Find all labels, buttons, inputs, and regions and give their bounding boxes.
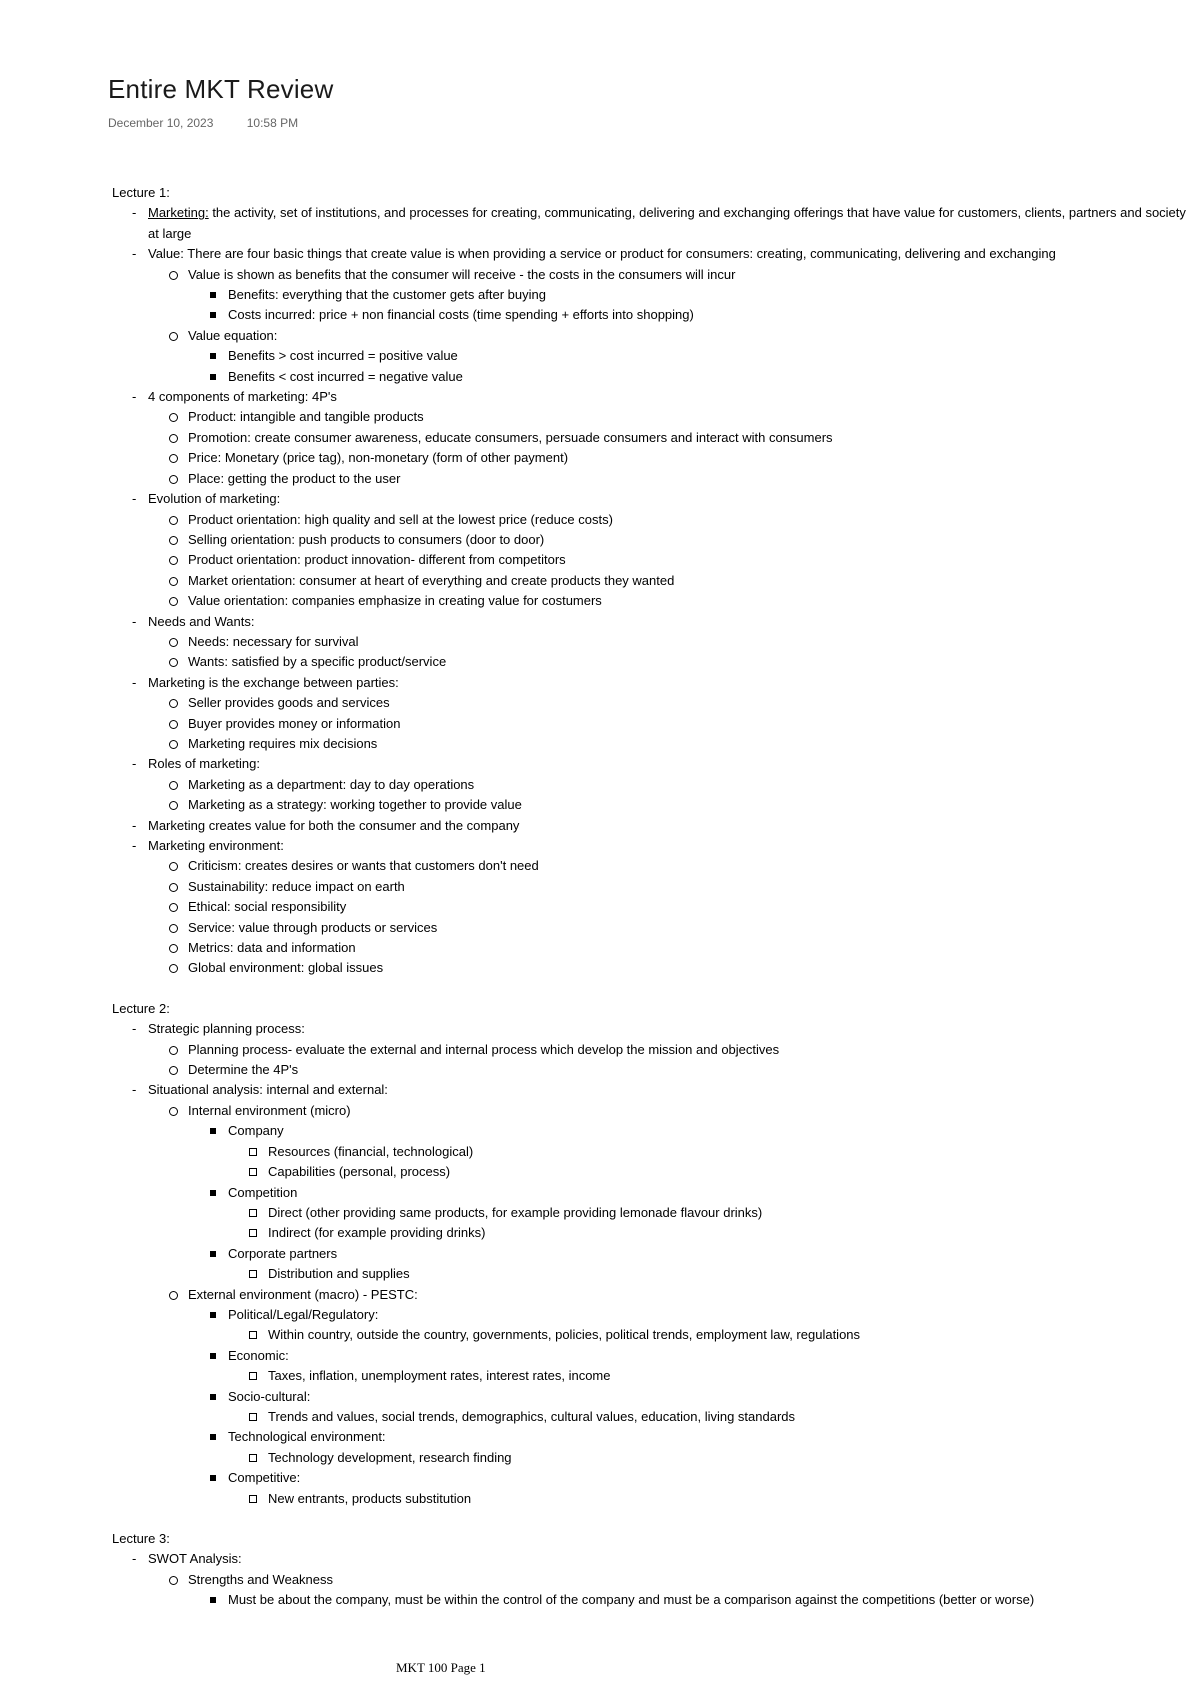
item-text: Technological environment: [228, 1429, 386, 1445]
sublist-container [112, 265, 1190, 387]
outline-level-4 [112, 1325, 1190, 1345]
item-text: Corporate partners [228, 1245, 338, 1261]
sublist-container [112, 1366, 1190, 1386]
item-text: Marketing requires mix decisions [188, 735, 378, 751]
item-text: Must be about the company, must be within the control of the company and must be a comparison against the competitions (better or worse) [228, 1592, 1035, 1608]
outline-level-2 [112, 775, 1190, 816]
outline-level-1 [112, 203, 1190, 978]
hollow-circle-bullet-icon [169, 862, 178, 871]
hollow-square-bullet-icon [249, 1413, 257, 1421]
sublist-container [112, 1489, 1190, 1509]
hollow-circle-bullet-icon [169, 271, 178, 280]
note-date: December 10, 2023 [108, 116, 214, 130]
outline-level-1 [112, 1019, 1190, 1509]
outline-level-3 [112, 1590, 1190, 1610]
dash-bullet-icon: - [132, 1082, 137, 1098]
outline-level-4 [112, 1407, 1190, 1427]
item-text: Company [228, 1123, 284, 1139]
sublist-container [112, 775, 1190, 816]
hollow-circle-bullet-icon [169, 434, 178, 443]
outline-level-3 [112, 1305, 1190, 1509]
filled-square-bullet-icon [210, 1434, 216, 1440]
list-item [112, 1407, 1190, 1427]
filled-square-bullet-icon [210, 374, 216, 380]
item-text: Determine the 4P's [188, 1062, 299, 1078]
list-item [112, 754, 1190, 774]
list-item [112, 489, 1190, 509]
list-item [112, 1264, 1190, 1284]
filled-square-bullet-icon [210, 1394, 216, 1400]
hollow-circle-bullet-icon [169, 801, 178, 810]
hollow-square-bullet-icon [249, 1148, 257, 1156]
item-text: Product orientation: high quality and sell at the lowest price (reduce costs) [188, 511, 613, 527]
item-text: Promotion: create consumer awareness, educate consumers, persuade consumers and interact with consumers [188, 429, 833, 445]
outline-level-2 [112, 856, 1190, 978]
dash-bullet-icon: - [132, 838, 137, 853]
item-text: the activity, set of institutions, and processes for creating, communicating, delivering and exchanging offerings that have value for customers, clients, partners and society at large [148, 205, 1186, 241]
list-item [112, 1040, 1190, 1060]
list-item [112, 1325, 1190, 1345]
hollow-circle-bullet-icon [169, 903, 178, 912]
list-item [112, 1080, 1190, 1100]
sublist-container [112, 1040, 1190, 1081]
list-item [112, 1203, 1190, 1223]
item-text: Wants: satisfied by a specific product/service [188, 654, 447, 670]
hollow-circle-bullet-icon [169, 556, 178, 565]
list-item [112, 877, 1190, 897]
lecture-heading: Lecture 2: [112, 1000, 170, 1016]
item-text: Marketing environment: [148, 838, 284, 853]
list-item [112, 1285, 1190, 1305]
list-item [112, 734, 1190, 754]
item-text: Political/Legal/Regulatory: [228, 1306, 379, 1322]
item-text: Criticism: creates desires or wants that customers don't need [188, 858, 539, 874]
list-item [112, 550, 1190, 570]
hollow-square-bullet-icon [249, 1270, 257, 1278]
filled-square-bullet-icon [210, 1251, 216, 1257]
filled-square-bullet-icon [210, 292, 216, 298]
list-item [112, 203, 1190, 244]
item-text: Metrics: data and information [188, 940, 356, 956]
hollow-circle-bullet-icon [169, 413, 178, 422]
hollow-circle-bullet-icon [169, 1046, 178, 1055]
dash-bullet-icon: - [132, 1551, 137, 1567]
list-item [112, 836, 1190, 856]
item-text: Evolution of marketing: [148, 491, 281, 507]
hollow-circle-bullet-icon [169, 454, 178, 463]
item-text: Benefits: everything that the customer gets after buying [228, 287, 546, 303]
hollow-circle-bullet-icon [169, 1107, 178, 1116]
list-item [112, 326, 1190, 346]
outline-level-2 [112, 407, 1190, 489]
hollow-square-bullet-icon [249, 1454, 257, 1462]
item-text: External environment (macro) - PESTC: [188, 1286, 418, 1302]
hollow-square-bullet-icon [249, 1331, 257, 1339]
item-text: Capabilities (personal, process) [268, 1164, 451, 1180]
list-item [112, 693, 1190, 713]
list-item [112, 1387, 1190, 1407]
outline-level-4 [112, 1142, 1190, 1183]
item-text: Sustainability: reduce impact on earth [188, 878, 405, 894]
dash-bullet-icon: - [132, 817, 137, 833]
page-footer: MKT 100 Page 1 [396, 1660, 486, 1675]
filled-square-bullet-icon [210, 1597, 216, 1603]
list-item [112, 714, 1190, 734]
list-item [112, 1570, 1190, 1590]
list-item [112, 244, 1190, 264]
sublist-container [112, 1570, 1190, 1611]
dash-bullet-icon: - [132, 389, 137, 405]
item-text: Technology development, research finding [268, 1449, 512, 1465]
filled-square-bullet-icon [210, 1128, 216, 1134]
list-item [112, 1346, 1190, 1366]
outline-level-3 [112, 346, 1190, 387]
list-item [112, 775, 1190, 795]
item-text: SWOT Analysis: [148, 1551, 242, 1567]
hollow-circle-bullet-icon [169, 924, 178, 933]
item-text: Economic: [228, 1347, 289, 1363]
list-item [112, 612, 1190, 632]
sublist-container [112, 1407, 1190, 1427]
hollow-circle-bullet-icon [169, 516, 178, 525]
list-item [112, 265, 1190, 285]
dash-bullet-icon: - [132, 613, 137, 629]
sublist-container [112, 1325, 1190, 1345]
hollow-circle-bullet-icon [169, 577, 178, 586]
hollow-square-bullet-icon [249, 1229, 257, 1237]
list-item [112, 1305, 1190, 1325]
hollow-circle-bullet-icon [169, 1576, 178, 1585]
item-text: Value is shown as benefits that the consumer will receive - the costs in the consumers will incur [188, 266, 736, 282]
list-item [112, 285, 1190, 305]
hollow-circle-bullet-icon [169, 720, 178, 729]
dash-bullet-icon: - [132, 205, 137, 221]
item-text: Within country, outside the country, governments, policies, political trends, employment law, regulations [268, 1327, 861, 1343]
outline-level-4 [112, 1448, 1190, 1468]
hollow-square-bullet-icon [249, 1209, 257, 1217]
hollow-circle-bullet-icon [169, 944, 178, 953]
item-text: Planning process- evaluate the external and internal process which develop the mission and objectives [188, 1041, 780, 1057]
item-text: Trends and values, social trends, demographics, cultural values, education, living standards [268, 1408, 796, 1424]
item-text: Situational analysis: internal and external: [148, 1082, 388, 1098]
item-text: Roles of marketing: [148, 756, 260, 772]
item-text: Socio-cultural: [228, 1388, 311, 1404]
item-text: Global environment: global issues [188, 960, 384, 976]
list-item [112, 1549, 1190, 1569]
list-item [112, 1448, 1190, 1468]
item-text: Competition [228, 1184, 298, 1200]
item-text: Selling orientation: push products to consumers (door to door) [188, 531, 545, 547]
hollow-circle-bullet-icon [169, 332, 178, 341]
item-text: Marketing as a department: day to day operations [188, 776, 475, 792]
item-text: Benefits > cost incurred = positive value [228, 348, 458, 364]
list-item [112, 1183, 1190, 1203]
list-item [112, 1162, 1190, 1182]
list-item [112, 469, 1190, 489]
list-item [112, 1468, 1190, 1488]
item-text: Marketing is the exchange between parties: [148, 674, 399, 690]
sublist-container [112, 346, 1190, 387]
item-text: Competitive: [228, 1470, 301, 1486]
hollow-circle-bullet-icon [169, 638, 178, 647]
outline-level-4 [112, 1264, 1190, 1284]
outline-level-2 [112, 1101, 1190, 1509]
list-item [112, 1223, 1190, 1243]
outline-level-2 [112, 265, 1190, 387]
outline-level-3 [112, 285, 1190, 326]
list-item [112, 1244, 1190, 1264]
item-text: Costs incurred: price + non financial costs (time spending + efforts into shopping) [228, 307, 694, 323]
filled-square-bullet-icon [210, 1312, 216, 1318]
hollow-square-bullet-icon [249, 1495, 257, 1503]
list-item [112, 938, 1190, 958]
item-text: Buyer provides money or information [188, 715, 401, 731]
lecture-section [112, 999, 1190, 1509]
item-text: Marketing creates value for both the consumer and the company [148, 817, 520, 833]
outline-level-4 [112, 1366, 1190, 1386]
sublist-container [112, 1590, 1190, 1610]
filled-square-bullet-icon [210, 353, 216, 359]
item-text: Value: There are four basic things that create value is when providing a service or product for consumers: creating, communicating, delivering and exchanging [148, 246, 1056, 262]
list-item [112, 407, 1190, 427]
note-time: 10:58 PM [246, 116, 299, 130]
item-text: Resources (financial, technological) [268, 1143, 474, 1159]
list-item [112, 856, 1190, 876]
list-item [112, 367, 1190, 387]
list-item [112, 530, 1190, 550]
item-text: Benefits < cost incurred = negative value [228, 368, 463, 384]
hollow-square-bullet-icon [249, 1168, 257, 1176]
hollow-circle-bullet-icon [169, 964, 178, 973]
sublist-container [112, 693, 1190, 754]
list-item [112, 1366, 1190, 1386]
lecture-section [112, 183, 1190, 979]
outline-level-4 [112, 1203, 1190, 1244]
item-text: Product orientation: product innovation- different from competitors [188, 552, 566, 568]
dash-bullet-icon: - [132, 246, 137, 262]
list-item [112, 673, 1190, 693]
list-item [112, 1121, 1190, 1141]
hollow-circle-bullet-icon [169, 740, 178, 749]
list-item [112, 428, 1190, 448]
list-item [112, 1489, 1190, 1509]
list-item [112, 346, 1190, 366]
item-text: Price: Monetary (price tag), non-monetary (form of other payment) [188, 450, 569, 466]
list-item [112, 897, 1190, 917]
dash-bullet-icon: - [132, 756, 137, 772]
dash-bullet-icon: - [132, 1021, 137, 1037]
page-title: Entire MKT Review [108, 74, 334, 104]
sublist-container [112, 1142, 1190, 1183]
list-item [112, 958, 1190, 978]
list-item [112, 591, 1190, 611]
item-text: Indirect (for example providing drinks) [268, 1225, 486, 1241]
list-item [112, 571, 1190, 591]
hollow-circle-bullet-icon [169, 475, 178, 484]
defined-term: Marketing: [148, 205, 209, 221]
dash-bullet-icon: - [132, 491, 137, 507]
item-text: Needs: necessary for survival [188, 633, 359, 649]
hollow-circle-bullet-icon [169, 597, 178, 606]
sublist-container [112, 856, 1190, 978]
hollow-circle-bullet-icon [169, 1291, 178, 1300]
lecture-section [112, 1529, 1190, 1611]
item-text: Direct (other providing same products, for example providing lemonade flavour drinks) [268, 1204, 763, 1220]
outline-level-1 [112, 1549, 1190, 1610]
outline-level-2 [112, 693, 1190, 754]
item-text: Taxes, inflation, unemployment rates, interest rates, income [268, 1368, 611, 1384]
list-item [112, 918, 1190, 938]
sublist-container [112, 407, 1190, 489]
list-item [112, 652, 1190, 672]
hollow-circle-bullet-icon [169, 883, 178, 892]
item-text: Product: intangible and tangible products [188, 409, 424, 425]
item-text: Ethical: social responsibility [188, 899, 347, 915]
hollow-circle-bullet-icon [169, 658, 178, 667]
sublist-container [112, 632, 1190, 673]
list-item [112, 632, 1190, 652]
list-item [112, 1590, 1190, 1610]
item-text: 4 components of marketing: 4P's [148, 389, 337, 405]
list-item [112, 305, 1190, 325]
item-text: Strengths and Weakness [188, 1571, 334, 1587]
filled-square-bullet-icon [210, 1475, 216, 1481]
list-item [112, 448, 1190, 468]
hollow-circle-bullet-icon [169, 1066, 178, 1075]
hollow-circle-bullet-icon [169, 781, 178, 790]
sublist-container [112, 510, 1190, 612]
item-text: Strategic planning process: [148, 1021, 305, 1037]
item-text: Place: getting the product to the user [188, 470, 401, 486]
item-text: Seller provides goods and services [188, 695, 390, 711]
outline-level-3 [112, 1121, 1190, 1284]
hollow-square-bullet-icon [249, 1372, 257, 1380]
filled-square-bullet-icon [210, 1353, 216, 1359]
sublist-container [112, 1264, 1190, 1284]
outline-level-4 [112, 1489, 1190, 1509]
item-text: Value orientation: companies emphasize in creating value for costumers [188, 593, 602, 609]
sublist-container [112, 1305, 1190, 1509]
list-item [112, 1101, 1190, 1121]
sublist-container [112, 1101, 1190, 1509]
filled-square-bullet-icon [210, 312, 216, 318]
sublist-container [112, 1121, 1190, 1284]
item-text: New entrants, products substitution [268, 1490, 472, 1506]
note-body [112, 183, 1190, 1611]
item-text: Internal environment (micro) [188, 1102, 351, 1118]
list-item [112, 387, 1190, 407]
hollow-circle-bullet-icon [169, 699, 178, 708]
list-item [112, 1019, 1190, 1039]
lecture-heading: Lecture 3: [112, 1531, 170, 1546]
item-text: Value equation: [188, 327, 278, 343]
lecture-heading: Lecture 1: [112, 185, 170, 200]
item-text: Market orientation: consumer at heart of everything and create products they wanted [188, 572, 675, 588]
outline-level-2 [112, 1040, 1190, 1081]
dash-bullet-icon: - [132, 674, 137, 690]
list-item [112, 1142, 1190, 1162]
hollow-circle-bullet-icon [169, 536, 178, 545]
list-item [112, 1427, 1190, 1447]
list-item [112, 510, 1190, 530]
item-text: Needs and Wants: [148, 613, 255, 629]
sublist-container [112, 285, 1190, 326]
filled-square-bullet-icon [210, 1190, 216, 1196]
outline-level-2 [112, 1570, 1190, 1611]
list-item [112, 795, 1190, 815]
sublist-container [112, 1203, 1190, 1244]
item-text: Distribution and supplies [268, 1266, 410, 1282]
item-text: Service: value through products or services [188, 919, 438, 935]
note-meta [108, 116, 298, 130]
list-item [112, 816, 1190, 836]
outline-level-2 [112, 632, 1190, 673]
outline-level-2 [112, 510, 1190, 612]
sublist-container [112, 1448, 1190, 1468]
item-text: Marketing as a strategy: working together to provide value [188, 797, 522, 813]
list-item [112, 1060, 1190, 1080]
